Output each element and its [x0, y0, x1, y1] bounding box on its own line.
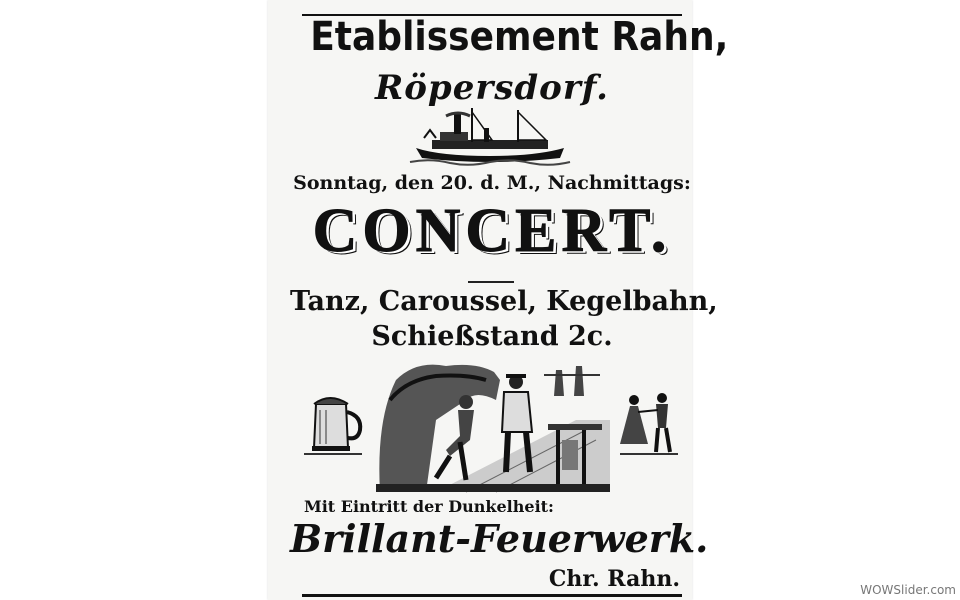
bottom-rule	[302, 594, 682, 597]
dancing-couple-illustration	[620, 392, 678, 458]
poster-place: Röpersdorf.	[374, 68, 609, 108]
fireworks-text: Brillant-Feuerwerk.	[290, 516, 709, 561]
steamship-illustration	[410, 106, 570, 170]
short-divider	[468, 281, 514, 283]
beer-stein-icon	[304, 390, 364, 458]
dusk-line: Mit Eintritt der Dunkelheit:	[304, 497, 554, 516]
poster-title: Etablissement Rahn,	[310, 14, 729, 60]
activities-line-2: Schießstand 2c.	[371, 321, 613, 352]
date-line: Sonntag, den 20. d. M., Nachmittags:	[293, 172, 691, 194]
activities-text	[290, 284, 718, 354]
activities-line-1: Tanz, Caroussel, Kegelbahn,	[290, 286, 718, 317]
bowling-alley-scene	[376, 360, 610, 492]
concert-headline: CONCERT.	[312, 197, 672, 265]
signature: Chr. Rahn.	[548, 566, 680, 592]
watermark-text: WOWSlider.com	[860, 583, 956, 597]
